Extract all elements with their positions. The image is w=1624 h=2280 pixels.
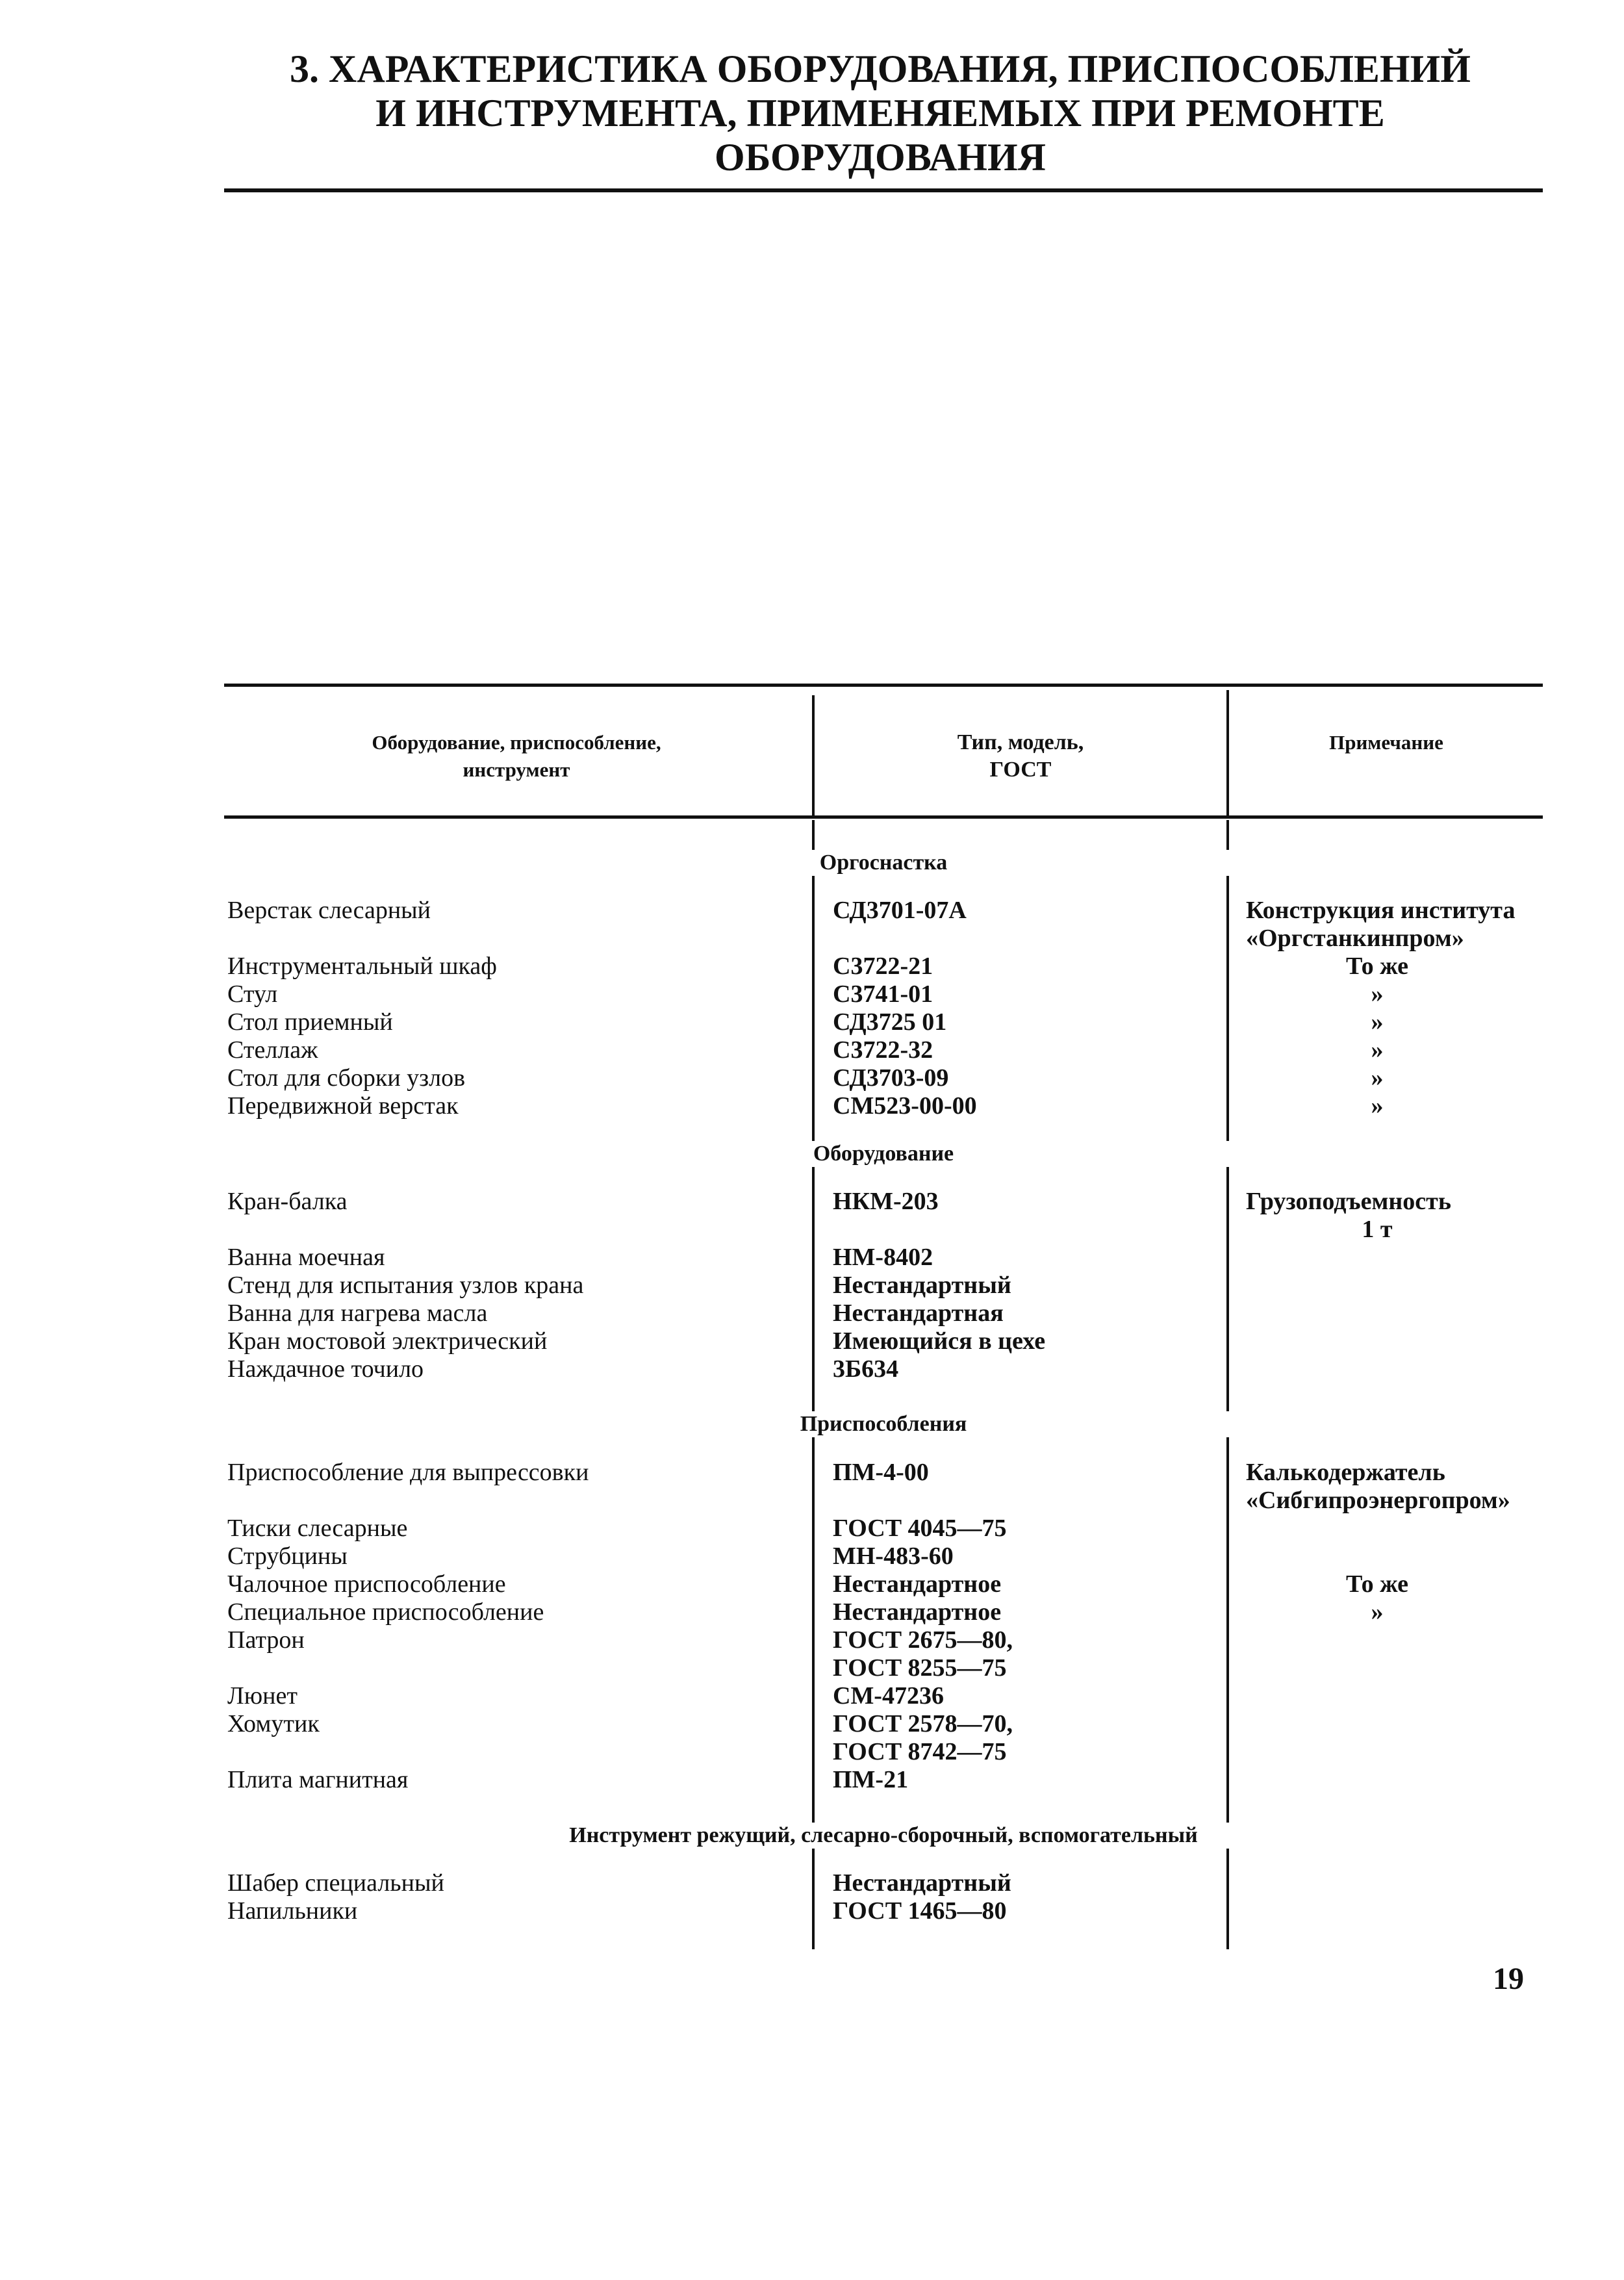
header-divider-2 [1226,690,1229,815]
row-note: Грузоподъемность [1246,1188,1451,1215]
row-note: Калькодержатель [1246,1459,1445,1486]
row-model: НКМ-203 [833,1188,939,1215]
row-note: » [1371,1036,1384,1064]
row-model: МН-483-60 [833,1543,954,1570]
row-model: Нестандартный [833,1869,1011,1897]
row-model: СД3701-07А [833,897,967,924]
title-line-2: И ИНСТРУМЕНТА, ПРИМЕНЯЕМЫХ ПРИ РЕМОНТЕ [375,92,1385,134]
row-model: СД3725 01 [833,1008,947,1036]
row-name: Ванна моечная [227,1244,385,1271]
row-note: «Сибгипроэнергопром» [1246,1487,1510,1514]
row-name: Тиски слесарные [227,1515,408,1542]
row-name: Стул [227,980,278,1008]
row-model: Нестандартное [833,1570,1002,1598]
row-name: Стенд для испытания узлов крана [227,1272,584,1299]
row-note: » [1371,1008,1384,1036]
header-model: Тип, модель, ГОСТ [957,730,1084,782]
row-name: Чалочное приспособление [227,1570,506,1598]
title-line-3: ОБОРУДОВАНИЯ [715,136,1046,179]
row-model: Имеющийся в цехе [833,1327,1046,1355]
row-name: Приспособление для выпрессовки [227,1459,589,1486]
row-name: Напильники [227,1897,358,1925]
header-note: Примечание [1329,731,1443,754]
row-model: ПМ-4-00 [833,1459,929,1486]
row-model: С3741-01 [833,980,933,1008]
row-model: ГОСТ 2675—80, [833,1626,1013,1654]
row-model: 3Б634 [833,1355,899,1383]
row-model: СД3703-09 [833,1064,949,1092]
row-name: Наждачное точило [227,1355,424,1383]
row-name: Инструментальный шкаф [227,953,497,980]
row-note: То же [1345,1570,1409,1598]
row-name: Кран-балка [227,1188,348,1215]
row-name: Хомутик [227,1710,320,1737]
page-number: 19 [1493,1962,1524,1996]
body-divider-1 [812,820,815,1949]
row-model: ГОСТ 8255—75 [833,1654,1007,1682]
section-title: Оргоснастка [224,850,1543,876]
row-name: Патрон [227,1626,305,1654]
row-model: ГОСТ 8742—75 [833,1738,1007,1765]
row-name: Ванна для нагрева масла [227,1300,488,1327]
row-model: СМ-47236 [833,1682,944,1710]
row-name: Верстак слесарный [227,897,431,924]
table-top-rule [224,684,1543,687]
row-name: Стеллаж [227,1036,318,1064]
page-title [214,47,1546,179]
row-model: ГОСТ 2578—70, [833,1710,1013,1737]
row-name: Стол приемный [227,1008,393,1036]
row-name: Люнет [227,1682,298,1710]
row-model: С3722-32 [833,1036,933,1064]
title-rule [224,188,1543,192]
row-model: Нестандартное [833,1598,1002,1626]
row-note: То же [1345,953,1409,980]
row-note: Конструкция института [1246,897,1516,924]
row-model: НМ-8402 [833,1244,933,1271]
row-note: » [1371,1598,1384,1626]
row-model: Нестандартная [833,1300,1004,1327]
row-note: 1 т [1362,1216,1393,1243]
header-equipment: Оборудование, приспособление, инструмент [372,731,661,781]
section-title: Приспособления [224,1411,1543,1437]
row-model: ПМ-21 [833,1766,909,1793]
row-model: Нестандартный [833,1272,1011,1299]
row-name: Плита магнитная [227,1766,409,1793]
table-header-rule [224,815,1543,819]
row-note: «Оргстанкинпром» [1246,925,1464,952]
row-name: Специальное приспособление [227,1598,544,1626]
row-model: ГОСТ 1465—80 [833,1897,1007,1925]
row-note: » [1371,980,1384,1008]
row-name: Стол для сборки узлов [227,1064,466,1092]
section-title: Оборудование [224,1141,1543,1167]
row-name: Шабер специальный [227,1869,444,1897]
row-note: » [1371,1064,1384,1092]
row-name: Кран мостовой электрический [227,1327,548,1355]
header-divider-1 [812,695,815,815]
row-name: Передвижной верстак [227,1092,459,1120]
row-model: С3722-21 [833,953,933,980]
title-line-1: 3. ХАРАКТЕРИСТИКА ОБОРУДОВАНИЯ, ПРИСПОСОБЛЕНИЙ [290,47,1471,90]
row-model: ГОСТ 4045—75 [833,1515,1007,1542]
section-title: Инструмент режущий, слесарно-сборочный, вспомогательный [224,1823,1543,1849]
row-note: » [1371,1092,1384,1120]
row-name: Струбцины [227,1543,348,1570]
row-model: СМ523-00-00 [833,1092,977,1120]
body-divider-2 [1226,820,1229,1949]
